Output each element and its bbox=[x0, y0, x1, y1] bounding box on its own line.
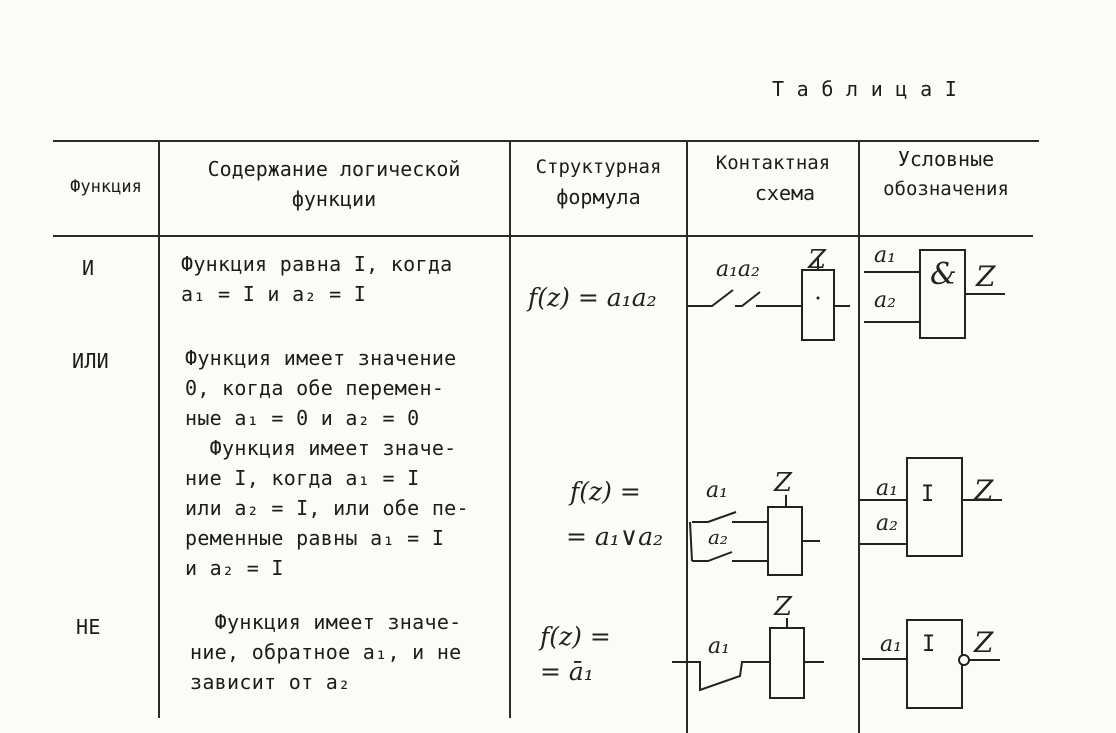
description-line: зависит от a₂ bbox=[190, 670, 351, 694]
description-line: a₁ = I и a₂ = I bbox=[181, 282, 367, 306]
header-contact-line2: схема bbox=[754, 181, 816, 205]
header-symbol-line1: Условные bbox=[897, 147, 995, 171]
row-or-formula-line2: = a₁∨a₂ bbox=[566, 522, 664, 551]
header-symbol-line2: обозначения bbox=[883, 178, 1009, 200]
contact-not-label-z: Z bbox=[774, 592, 793, 622]
description-line: ременные равны a₁ = I bbox=[185, 526, 445, 550]
symbol-and-mark: & bbox=[930, 257, 957, 292]
description-line: и a₂ = I bbox=[185, 556, 284, 580]
row-not-formula-line1: f(z) = bbox=[540, 622, 611, 651]
header-content-line1: Содержание логической bbox=[207, 157, 461, 181]
symbol-or-input-a1: a₁ bbox=[876, 476, 898, 501]
row-and-name: И bbox=[82, 256, 95, 280]
contact-or-label-z: Z bbox=[774, 468, 793, 498]
symbol-and-output: Z bbox=[976, 260, 996, 293]
symbol-and-input-a2: a₂ bbox=[874, 288, 896, 313]
header-formula-line2: формула bbox=[556, 185, 641, 209]
description-line: Функция имеет значение bbox=[185, 346, 457, 370]
symbol-not-mark: I bbox=[922, 632, 936, 657]
header-contact-line1: Контактная bbox=[715, 152, 831, 174]
description-line: Функция равна I, когда bbox=[181, 252, 453, 276]
description-line: ние I, когда a₁ = I bbox=[185, 466, 420, 490]
description-line: Функция имеет значе- bbox=[185, 436, 457, 460]
description-line: Функция имеет значе- bbox=[190, 610, 462, 634]
row-not-name: НЕ bbox=[76, 615, 101, 639]
contact-not-label-a1: a₁ bbox=[708, 634, 730, 659]
row-and-formula: f(z) = a₁a₂ bbox=[528, 283, 657, 312]
symbol-or-mark: I bbox=[921, 482, 935, 507]
header-formula-line1: Структурная bbox=[535, 156, 662, 178]
table-title: Т а б л и ц а I bbox=[772, 77, 958, 101]
contact-and-label-inputs: a₁a₂ bbox=[716, 257, 760, 282]
header-function: Функция bbox=[70, 177, 142, 197]
contact-or-label-a1: a₁ bbox=[706, 478, 728, 503]
contact-not-diagram bbox=[672, 618, 824, 698]
description-line: ние, обратное a₁, и не bbox=[190, 640, 462, 664]
row-or-formula-line1: f(z) = bbox=[570, 477, 641, 506]
contact-or-label-a2: a₂ bbox=[708, 525, 728, 549]
row-or-name: ИЛИ bbox=[72, 349, 110, 373]
symbol-not-input-a1: a₁ bbox=[880, 632, 902, 657]
contact-and-label-z: Z bbox=[808, 245, 827, 275]
symbol-or-output: Z bbox=[974, 474, 994, 507]
symbol-or-input-a2: a₂ bbox=[876, 511, 898, 536]
header-content-line2: функции bbox=[291, 187, 377, 211]
description-line: ные a₁ = 0 и a₂ = 0 bbox=[185, 406, 420, 430]
row-not-formula-line2: = ā₁ bbox=[540, 657, 594, 686]
description-line: или a₂ = I, или обе пе- bbox=[185, 496, 469, 520]
description-line: 0, когда обе перемен- bbox=[185, 376, 445, 400]
symbol-not-output: Z bbox=[974, 626, 994, 659]
symbol-and-input-a1: a₁ bbox=[874, 243, 896, 268]
